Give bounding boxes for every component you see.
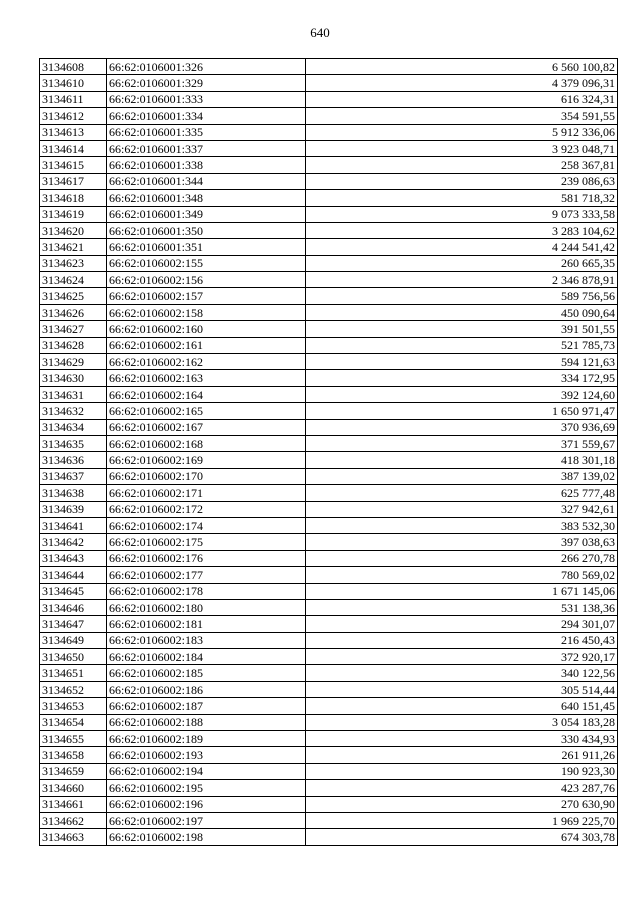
cadastral-value-cell: 260 665,35 <box>306 255 618 271</box>
cadastral-value-cell: 261 911,26 <box>306 747 618 763</box>
table-row <box>40 91 618 107</box>
row-number-cell: 3134663 <box>40 829 107 845</box>
row-number-cell: 3134627 <box>40 321 107 337</box>
cadastral-number-cell: 66:62:0106001:326 <box>107 59 306 75</box>
table-row <box>40 190 618 206</box>
cadastral-number-cell: 66:62:0106002:174 <box>107 517 306 533</box>
cadastral-value-cell: 190 923,30 <box>306 763 618 779</box>
row-number-cell: 3134652 <box>40 681 107 697</box>
table-row <box>40 124 618 140</box>
cadastral-number-cell: 66:62:0106001:351 <box>107 239 306 255</box>
row-number-cell: 3134625 <box>40 288 107 304</box>
cadastral-number-cell: 66:62:0106001:335 <box>107 124 306 140</box>
row-number-cell: 3134618 <box>40 190 107 206</box>
cadastral-number-cell: 66:62:0106002:165 <box>107 403 306 419</box>
cadastral-number-cell: 66:62:0106002:155 <box>107 255 306 271</box>
row-number-cell: 3134658 <box>40 747 107 763</box>
row-number-cell: 3134613 <box>40 124 107 140</box>
row-number-cell: 3134642 <box>40 534 107 550</box>
cadastral-value-cell: 9 073 333,58 <box>306 206 618 222</box>
row-number-cell: 3134641 <box>40 517 107 533</box>
cadastral-number-cell: 66:62:0106002:167 <box>107 419 306 435</box>
cadastral-number-cell: 66:62:0106001:334 <box>107 108 306 124</box>
row-number-cell: 3134623 <box>40 255 107 271</box>
row-number-cell: 3134649 <box>40 632 107 648</box>
row-number-cell: 3134643 <box>40 550 107 566</box>
cadastral-number-cell: 66:62:0106002:160 <box>107 321 306 337</box>
cadastral-value-cell: 5 912 336,06 <box>306 124 618 140</box>
table-row <box>40 140 618 156</box>
cadastral-number-cell: 66:62:0106002:189 <box>107 731 306 747</box>
cadastral-value-table <box>39 58 618 846</box>
cadastral-number-cell: 66:62:0106002:186 <box>107 681 306 697</box>
table-row <box>40 829 618 845</box>
row-number-cell: 3134638 <box>40 485 107 501</box>
cadastral-value-cell: 391 501,55 <box>306 321 618 337</box>
page-number: 640 <box>310 25 330 40</box>
cadastral-value-cell: 589 756,56 <box>306 288 618 304</box>
row-number-cell: 3134610 <box>40 75 107 91</box>
cadastral-number-cell: 66:62:0106002:172 <box>107 501 306 517</box>
row-number-cell: 3134653 <box>40 698 107 714</box>
table-row <box>40 517 618 533</box>
cadastral-value-cell: 270 630,90 <box>306 796 618 812</box>
cadastral-value-cell: 4 379 096,31 <box>306 75 618 91</box>
table-row <box>40 763 618 779</box>
row-number-cell: 3134660 <box>40 780 107 796</box>
cadastral-number-cell: 66:62:0106002:157 <box>107 288 306 304</box>
table-row <box>40 108 618 124</box>
cadastral-number-cell: 66:62:0106002:188 <box>107 714 306 730</box>
table-body <box>40 59 618 846</box>
cadastral-number-cell: 66:62:0106002:184 <box>107 649 306 665</box>
cadastral-value-cell: 258 367,81 <box>306 157 618 173</box>
cadastral-number-cell: 66:62:0106002:164 <box>107 386 306 402</box>
cadastral-value-cell: 354 591,55 <box>306 108 618 124</box>
cadastral-number-cell: 66:62:0106002:185 <box>107 665 306 681</box>
cadastral-number-cell: 66:62:0106002:196 <box>107 796 306 812</box>
cadastral-value-cell: 581 718,32 <box>306 190 618 206</box>
table-row <box>40 681 618 697</box>
cadastral-number-cell: 66:62:0106002:158 <box>107 304 306 320</box>
cadastral-number-cell: 66:62:0106002:168 <box>107 435 306 451</box>
cadastral-value-cell: 3 283 104,62 <box>306 222 618 238</box>
row-number-cell: 3134608 <box>40 59 107 75</box>
cadastral-value-cell: 330 434,93 <box>306 731 618 747</box>
row-number-cell: 3134646 <box>40 599 107 615</box>
row-number-cell: 3134647 <box>40 616 107 632</box>
cadastral-value-cell: 450 090,64 <box>306 304 618 320</box>
row-number-cell: 3134635 <box>40 435 107 451</box>
table-row <box>40 222 618 238</box>
row-number-cell: 3134617 <box>40 173 107 189</box>
cadastral-number-cell: 66:62:0106002:161 <box>107 337 306 353</box>
row-number-cell: 3134645 <box>40 583 107 599</box>
cadastral-number-cell: 66:62:0106002:178 <box>107 583 306 599</box>
row-number-cell: 3134611 <box>40 91 107 107</box>
cadastral-number-cell: 66:62:0106002:171 <box>107 485 306 501</box>
table-row <box>40 206 618 222</box>
cadastral-number-cell: 66:62:0106002:197 <box>107 812 306 828</box>
cadastral-number-cell: 66:62:0106001:338 <box>107 157 306 173</box>
table-row <box>40 599 618 615</box>
cadastral-value-cell: 521 785,73 <box>306 337 618 353</box>
table-row <box>40 649 618 665</box>
cadastral-number-cell: 66:62:0106002:193 <box>107 747 306 763</box>
table-row <box>40 780 618 796</box>
cadastral-value-cell: 674 303,78 <box>306 829 618 845</box>
cadastral-value-cell: 334 172,95 <box>306 370 618 386</box>
cadastral-number-cell: 66:62:0106002:181 <box>107 616 306 632</box>
cadastral-number-cell: 66:62:0106001:350 <box>107 222 306 238</box>
row-number-cell: 3134639 <box>40 501 107 517</box>
row-number-cell: 3134619 <box>40 206 107 222</box>
cadastral-number-cell: 66:62:0106002:180 <box>107 599 306 615</box>
row-number-cell: 3134655 <box>40 731 107 747</box>
row-number-cell: 3134661 <box>40 796 107 812</box>
row-number-cell: 3134637 <box>40 468 107 484</box>
cadastral-value-cell: 4 244 541,42 <box>306 239 618 255</box>
cadastral-value-cell: 531 138,36 <box>306 599 618 615</box>
row-number-cell: 3134615 <box>40 157 107 173</box>
cadastral-number-cell: 66:62:0106002:176 <box>107 550 306 566</box>
row-number-cell: 3134650 <box>40 649 107 665</box>
cadastral-number-cell: 66:62:0106001:349 <box>107 206 306 222</box>
table-row <box>40 665 618 681</box>
table-row <box>40 59 618 75</box>
table-row <box>40 714 618 730</box>
table-row <box>40 419 618 435</box>
table-row <box>40 731 618 747</box>
row-number-cell: 3134628 <box>40 337 107 353</box>
table-row <box>40 796 618 812</box>
table-row <box>40 239 618 255</box>
table-row <box>40 567 618 583</box>
cadastral-value-cell: 3 923 048,71 <box>306 140 618 156</box>
cadastral-number-cell: 66:62:0106002:183 <box>107 632 306 648</box>
cadastral-number-cell: 66:62:0106002:175 <box>107 534 306 550</box>
cadastral-value-cell: 423 287,76 <box>306 780 618 796</box>
cadastral-value-cell: 418 301,18 <box>306 452 618 468</box>
row-number-cell: 3134654 <box>40 714 107 730</box>
table-row <box>40 550 618 566</box>
row-number-cell: 3134624 <box>40 272 107 288</box>
cadastral-number-cell: 66:62:0106002:187 <box>107 698 306 714</box>
cadastral-value-cell: 370 936,69 <box>306 419 618 435</box>
cadastral-value-cell: 387 139,02 <box>306 468 618 484</box>
cadastral-value-cell: 371 559,67 <box>306 435 618 451</box>
row-number-cell: 3134629 <box>40 354 107 370</box>
cadastral-number-cell: 66:62:0106002:177 <box>107 567 306 583</box>
cadastral-number-cell: 66:62:0106002:170 <box>107 468 306 484</box>
cadastral-value-cell: 1 969 225,70 <box>306 812 618 828</box>
cadastral-number-cell: 66:62:0106001:333 <box>107 91 306 107</box>
table-row <box>40 288 618 304</box>
table-row <box>40 304 618 320</box>
row-number-cell: 3134644 <box>40 567 107 583</box>
table-row <box>40 501 618 517</box>
table-row <box>40 255 618 271</box>
table-row <box>40 157 618 173</box>
table-row <box>40 173 618 189</box>
cadastral-value-cell: 640 151,45 <box>306 698 618 714</box>
table-row <box>40 632 618 648</box>
table-row <box>40 354 618 370</box>
table-row <box>40 386 618 402</box>
cadastral-value-cell: 1 671 145,06 <box>306 583 618 599</box>
cadastral-value-cell: 616 324,31 <box>306 91 618 107</box>
cadastral-number-cell: 66:62:0106001:329 <box>107 75 306 91</box>
cadastral-value-cell: 625 777,48 <box>306 485 618 501</box>
cadastral-value-cell: 372 920,17 <box>306 649 618 665</box>
cadastral-value-cell: 594 121,63 <box>306 354 618 370</box>
row-number-cell: 3134659 <box>40 763 107 779</box>
cadastral-value-cell: 216 450,43 <box>306 632 618 648</box>
table-row <box>40 485 618 501</box>
cadastral-number-cell: 66:62:0106002:194 <box>107 763 306 779</box>
cadastral-value-cell: 780 569,02 <box>306 567 618 583</box>
table-row <box>40 747 618 763</box>
cadastral-value-cell: 2 346 878,91 <box>306 272 618 288</box>
row-number-cell: 3134636 <box>40 452 107 468</box>
cadastral-number-cell: 66:62:0106002:195 <box>107 780 306 796</box>
cadastral-value-cell: 3 054 183,28 <box>306 714 618 730</box>
table-row <box>40 812 618 828</box>
cadastral-value-cell: 1 650 971,47 <box>306 403 618 419</box>
cadastral-number-cell: 66:62:0106001:337 <box>107 140 306 156</box>
table-row <box>40 435 618 451</box>
row-number-cell: 3134620 <box>40 222 107 238</box>
cadastral-value-cell: 294 301,07 <box>306 616 618 632</box>
cadastral-value-cell: 397 038,63 <box>306 534 618 550</box>
table-row <box>40 321 618 337</box>
row-number-cell: 3134612 <box>40 108 107 124</box>
table-row <box>40 403 618 419</box>
cadastral-number-cell: 66:62:0106002:169 <box>107 452 306 468</box>
table-row <box>40 452 618 468</box>
table-row <box>40 534 618 550</box>
cadastral-value-cell: 340 122,56 <box>306 665 618 681</box>
row-number-cell: 3134626 <box>40 304 107 320</box>
table-row <box>40 272 618 288</box>
cadastral-value-cell: 327 942,61 <box>306 501 618 517</box>
row-number-cell: 3134630 <box>40 370 107 386</box>
table-row <box>40 370 618 386</box>
table-row <box>40 337 618 353</box>
row-number-cell: 3134614 <box>40 140 107 156</box>
cadastral-number-cell: 66:62:0106001:344 <box>107 173 306 189</box>
cadastral-number-cell: 66:62:0106002:198 <box>107 829 306 845</box>
cadastral-value-cell: 383 532,30 <box>306 517 618 533</box>
cadastral-value-cell: 6 560 100,82 <box>306 59 618 75</box>
table-row <box>40 698 618 714</box>
row-number-cell: 3134621 <box>40 239 107 255</box>
cadastral-value-cell: 239 086,63 <box>306 173 618 189</box>
table-row <box>40 616 618 632</box>
cadastral-number-cell: 66:62:0106001:348 <box>107 190 306 206</box>
row-number-cell: 3134662 <box>40 812 107 828</box>
cadastral-value-cell: 266 270,78 <box>306 550 618 566</box>
cadastral-number-cell: 66:62:0106002:162 <box>107 354 306 370</box>
table-row <box>40 468 618 484</box>
cadastral-number-cell: 66:62:0106002:163 <box>107 370 306 386</box>
row-number-cell: 3134651 <box>40 665 107 681</box>
row-number-cell: 3134634 <box>40 419 107 435</box>
table-row <box>40 75 618 91</box>
table-row <box>40 583 618 599</box>
cadastral-value-cell: 305 514,44 <box>306 681 618 697</box>
row-number-cell: 3134632 <box>40 403 107 419</box>
cadastral-value-cell: 392 124,60 <box>306 386 618 402</box>
cadastral-number-cell: 66:62:0106002:156 <box>107 272 306 288</box>
row-number-cell: 3134631 <box>40 386 107 402</box>
